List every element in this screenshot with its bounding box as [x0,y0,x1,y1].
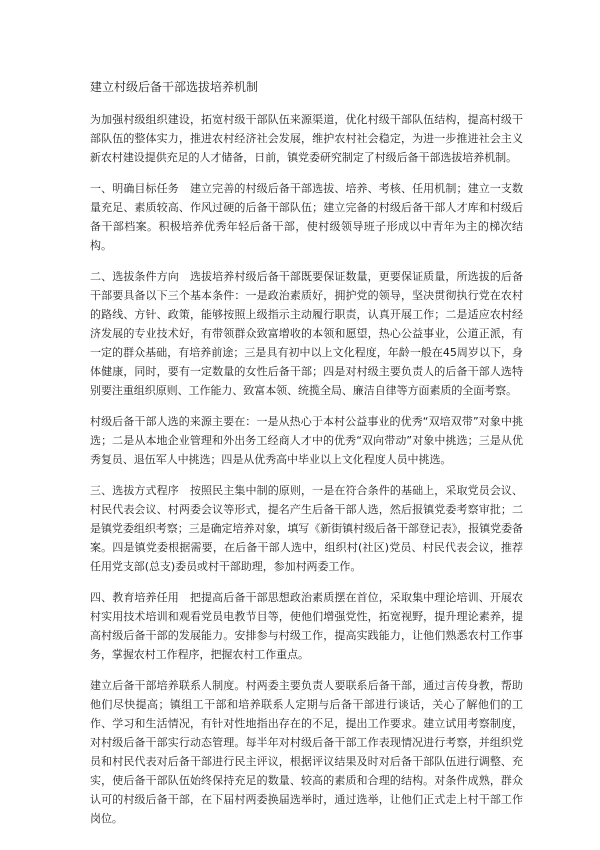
paragraph-selection-procedure: 三、选拔方式程序 按照民主集中制的原则，一是在符合条件的基础上，采取党员会议、村民代表会议、村两委会议等形式，提名产生后备干部人选，然后报镇党委考察审批；二是镇党委组织考察；三是确定培养对象，填写《新街镇村级后备干部登记表》，报镇党委备案。四是镇党委根据需要，在后备干部人选中，组织村(社区)党员、村民代表会议，推荐任用党支部(总支)委员或村干部助理，参加村两委工作。 [90,484,523,573]
paragraph-training-appointment: 四、教育培养任用 把提高后备干部思想政治素质摆在首位，采取集中理论培训、开展农村实用技术培训和观看党员电教节目等，使他们增强党性，拓宽视野，提升理论素养，提高村级后备干部的发展能力。安排参与村级工作，提高实践能力，让他们熟悉农村工作事务，掌握农村工作程序，把握农村工作重点。 [90,591,523,661]
paragraph-mentor-system: 建立后备干部培养联系人制度。村两委主要负责人要联系后备干部，通过言传身教，帮助他们尽快提高；镇组工干部和培养联系人定期与后备干部进行谈话，关心了解他们的工作、学习和生活情况，有针对性地指出存在的不足，提出工作要求。建立试用考察制度，对村级后备干部实行动态管理。每半年对村级后备干部工作表现情况进行考察，并组织党员和村民代表对后备干部进行民主评议，根据评议结果及时对后备干部队伍进行调整、充实，使后备干部队伍始终保持充足的数量、较高的素质和合理的结构。对条件成熟，群众认可的村级后备干部，在下届村两委换届选举时，通过选举，让他们正式走上村干部工作岗位。 [90,679,523,825]
paragraph-goals: 一、明确目标任务 建立完善的村级后备干部选拔、培养、考核、任用机制；建立一支数量充足、素质较高、作风过硬的后备干部队伍；建立完备的村级后备干部人才库和村级后备干部档案。积极培养优秀年轻后备干部，使村级领导班子形成以中青年为主的梯次结构。 [90,182,523,252]
paragraph-intro: 为加强村级组织建设，拓宽村级干部队伍来源渠道，优化村级干部队伍结构，提高村级干部队伍的整体实力，推进农村经济社会发展，维护农村社会稳定，为进一步推进社会主义新农村建设提供充足的人才储备，日前，镇党委研究制定了村级后备干部选拔培养机制。 [90,113,523,164]
document-page [90,78,523,840]
paragraph-candidate-sources: 村级后备干部人选的来源主要在：一是从热心于本村公益事业的优秀“双培双带”对象中挑选；二是从本地企业管理和外出务工经商人才中的优秀“双向带动”对象中挑选；三是从优秀复员、退伍军人中挑选；四是从优秀高中毕业以上文化程度人员中挑选。 [90,415,523,466]
paragraph-selection-criteria: 二、选拔条件方向 选拔培养村级后备干部既要保证数量，更要保证质量，所选拔的后备干部要具备以下三个基本条件：一是政治素质好，拥护党的领导，坚决贯彻执行党在农村的路线、方针、政策，能够按照上级指示主动履行职责，认真开展工作；二是适应农村经济发展的专业技术好，有带领群众致富增收的本领和愿望，热心公益事业，公道正派，有一定的群众基础，有培养前途；三是具有初中以上文化程度，年龄一般在45周岁以下，身体健康，同时，要有一定数量的女性后备干部；四是对村级主要负责人的后备干部人选特别要注重组织原则、工作能力、致富本领、统揽全局、廉洁自律等方面素质的全面考察。 [90,270,523,397]
document-title: 建立村级后备干部选拔培养机制 [90,80,259,94]
